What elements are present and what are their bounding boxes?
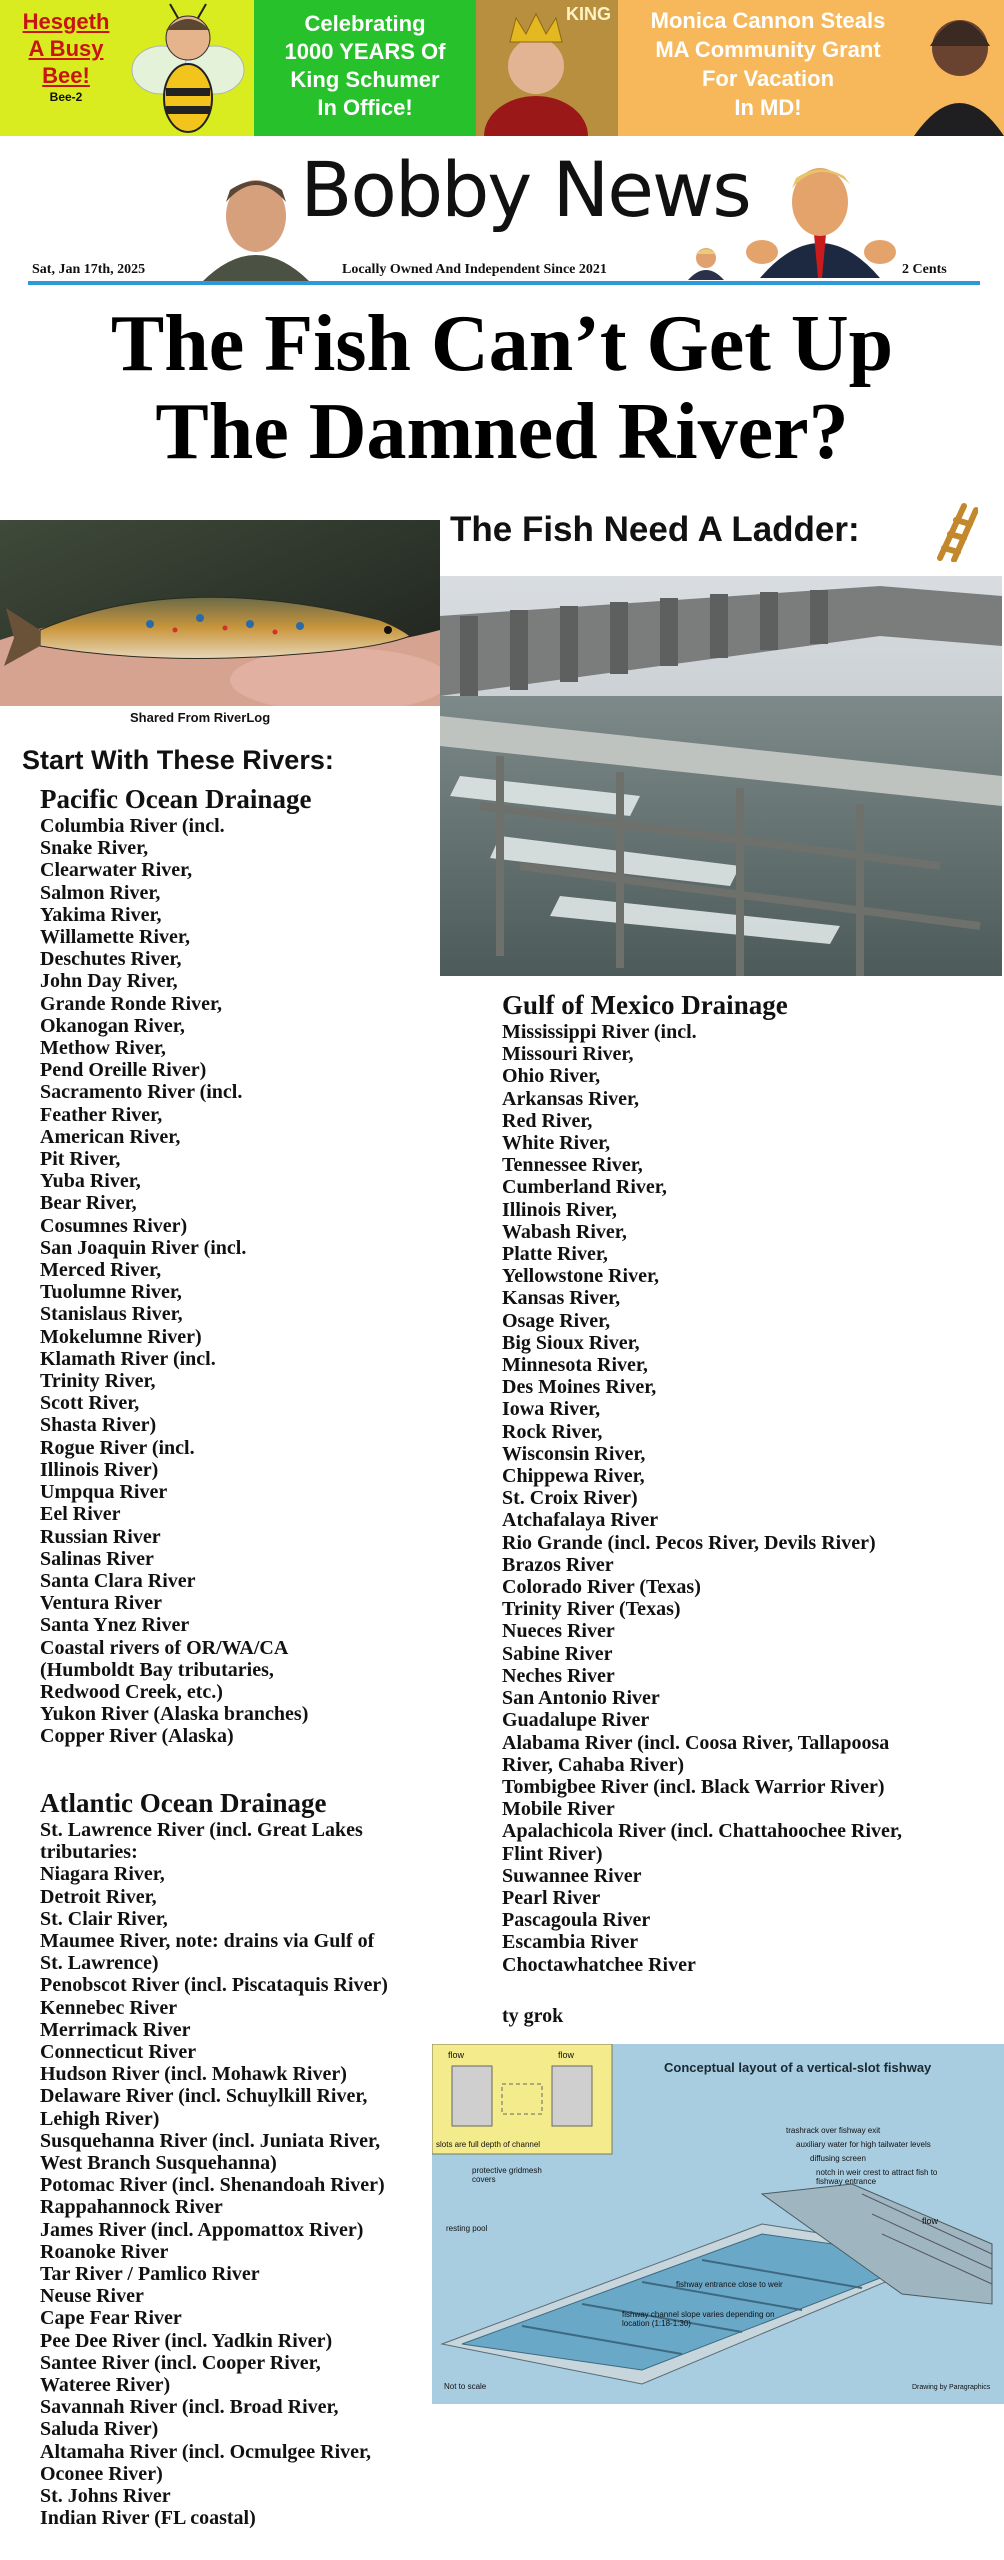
river-item: Platte River, [502,1243,608,1266]
river-item: Choctawhatchee River [502,1953,696,1976]
river-item: Roanoke River [40,2240,169,2263]
river-item: Neches River [502,1664,615,1687]
river-item: Shasta River) [40,1414,157,1437]
river-item: Niagara River, [40,1863,165,1886]
river-item: Eel River [40,1503,121,1526]
issue-date: Sat, Jan 17th, 2025 [32,262,146,277]
river-item: Cosumnes River) [40,1214,188,1237]
label-slope: fishway channel slope varies depending on location (1:18-1:30) [622,2310,775,2328]
atlantic-river-list [40,1819,500,2530]
ad-line: Monica Cannon Steals [650,8,886,33]
fish-ladder-photo [440,576,1002,976]
river-item: Pee Dee River (incl. Yadkin River) [40,2329,333,2352]
king-label: KING [566,4,611,24]
ad-hegseth[interactable] [0,0,254,136]
river-item: Neuse River [40,2285,144,2308]
ladder-icon [922,502,978,562]
river-item: Merrimack River [40,2018,191,2041]
river-item: (Humboldt Bay tributaries, [40,1658,274,1681]
ad-line: Celebrating [304,11,426,36]
issue-price: 2 Cents [902,262,947,277]
pacific-title: Pacific Ocean Drainage [40,784,312,814]
headline [20,300,984,476]
river-item: Russian River [40,1525,161,1548]
river-item: Pend Oreille River) [40,1059,207,1082]
river-item: Detroit River, [40,1885,157,1908]
river-item: Saluda River) [40,2418,159,2441]
river-item: Escambia River [502,1931,639,1954]
ad-line: Bee! [42,63,90,88]
river-item: Des Moines River, [502,1376,657,1399]
portrait-woman-icon [914,0,1004,136]
river-item: Santa Clara River [40,1569,196,1592]
river-item: Red River, [502,1109,593,1132]
river-item: Suwannee River [502,1864,642,1887]
label-trashrack: trashrack over fishway exit [786,2126,881,2135]
ad-line: A Busy [28,36,104,61]
river-item: Redwood Creek, etc.) [40,1680,223,1703]
river-item: Wateree River) [40,2374,171,2397]
label-diffusing: diffusing screen [810,2154,866,2163]
atlantic-section [40,1788,500,2530]
river-item: Penobscot River (incl. Piscataquis River) [40,1974,388,1997]
river-item: Tombigbee River (incl. Black Warrior River) [502,1775,885,1798]
newspaper-title: Bobby News [300,145,750,234]
river-item: Rio Grande (incl. Pecos River, Devils River) [502,1531,876,1554]
photo-credit: Shared From RiverLog [130,710,271,725]
river-item: Pearl River [502,1886,601,1909]
river-item: Yukon River (Alaska branches) [40,1703,309,1726]
river-item: Sacramento River (incl. [40,1081,243,1104]
river-item: tributaries: [40,1841,138,1864]
ad-line: MA Community Grant [655,37,881,62]
label-auxiliary: auxiliary water for high tailwater levels [796,2140,931,2149]
bee-cartoon-icon [122,0,252,136]
river-item: Indian River (FL coastal) [40,2507,256,2530]
river-item: Willamette River, [40,926,190,949]
river-item: Brazos River [502,1553,614,1576]
river-item: Cumberland River, [502,1176,667,1199]
river-item: St. Croix River) [502,1487,638,1510]
river-item: Big Sioux River, [502,1331,640,1354]
pacific-river-list [40,815,460,1748]
ad-king-portrait[interactable] [476,0,618,136]
river-item: Copper River (Alaska) [40,1725,234,1748]
river-item: Apalachicola River (incl. Chattahoochee River, [502,1820,902,1843]
river-item: White River, [502,1132,611,1155]
river-item: Scott River, [40,1392,140,1415]
river-item: Maumee River, note: drains via Gulf of [40,1930,375,1953]
river-item: Chippewa River, [502,1465,645,1488]
river-item: Stanislaus River, [40,1303,183,1326]
river-item: Alabama River (incl. Coosa River, Tallapoosa [502,1731,890,1754]
river-item: Colorado River (Texas) [502,1576,701,1599]
rivers-heading: Start With These Rivers: [22,745,334,775]
river-item: Nueces River [502,1620,615,1643]
pacific-section [40,784,460,1748]
river-item: Rogue River (incl. [40,1436,195,1459]
label-notch: notch in weir crest to attract fish to fishway entrance [816,2168,938,2186]
river-item: American River, [40,1125,181,1148]
ad-monica-cannon[interactable] [618,0,1004,136]
fishway-illustration [432,2044,1004,2404]
masthead-trump-photo [740,148,900,278]
river-item: Lehigh River) [40,2107,160,2130]
river-item: Klamath River (incl. [40,1347,216,1370]
river-item: Sabine River [502,1642,613,1665]
label-covers: protective gridmesh covers [472,2166,542,2184]
river-item: Susquehanna River (incl. Juniata River, [40,2129,381,2152]
river-item: Rappahannock River [40,2196,223,2219]
river-item: Hudson River (incl. Mohawk River) [40,2063,347,2086]
headline-line: The Fish Can’t Get Up [110,300,894,388]
river-item: Salinas River [40,1547,154,1570]
river-item: Delaware River (incl. Schuylkill River, [40,2085,368,2108]
ad-line: Hesgeth [22,9,110,34]
river-item: Altamaha River (incl. Ocmulgee River, [40,2440,372,2463]
river-item: Connecticut River [40,2041,197,2064]
river-item: Illinois River) [40,1458,159,1481]
river-item: Bear River, [40,1192,137,1215]
subhead: The Fish Need A Ladder: [450,510,860,549]
masthead-rule [28,281,980,285]
river-item: Feather River, [40,1103,163,1126]
river-item: Tuolumne River, [40,1281,182,1304]
ad-line: 1000 YEARS Of [284,39,446,64]
label-slots: slots are full depth of channel [436,2140,541,2149]
river-item: San Antonio River [502,1687,660,1710]
river-item: Santa Ynez River [40,1614,190,1637]
river-item: Cape Fear River [40,2307,182,2330]
river-item: West Branch Susquehanna) [40,2152,277,2175]
ad-caption: Bee-2 [49,90,83,104]
river-item: Coastal rivers of OR/WA/CA [40,1636,289,1659]
river-item: Tennessee River, [502,1154,643,1177]
ad-line: For Vacation [701,66,835,91]
river-item: Tar River / Pamlico River [40,2263,260,2286]
river-item: St. Lawrence) [40,1952,159,1975]
ad-line: In Office! [317,95,413,120]
river-item: Mokelumne River) [40,1325,202,1348]
river-item: Clearwater River, [40,859,193,882]
river-item: Iowa River, [502,1398,601,1421]
river-item: Mississippi River (incl. [502,1021,697,1043]
gulf-title: Gulf of Mexico Drainage [502,990,788,1020]
label-flow: flow [558,2050,575,2060]
label-entrance: fishway entrance close to weir [676,2280,783,2289]
river-item: Pascagoula River [502,1909,651,1932]
river-item: Ohio River, [502,1065,601,1088]
river-item: St. Johns River [40,2485,171,2508]
ad-schumer-celebration[interactable] [254,0,476,136]
river-item: Rock River, [502,1420,603,1443]
river-item: Mobile River [502,1798,615,1821]
river-item: Columbia River (incl. [40,815,225,837]
gulf-section [502,990,1002,1976]
river-item: Okanogan River, [40,1014,185,1037]
label-flow: flow [448,2050,465,2060]
river-item: Flint River) [502,1842,603,1865]
river-item: James River (incl. Appomattox River) [40,2218,364,2241]
river-item: Methow River, [40,1037,166,1060]
river-item: Savannah River (incl. Broad River, [40,2396,339,2419]
river-item: Salmon River, [40,881,161,904]
river-item: Trinity River (Texas) [502,1598,681,1621]
river-item: San Joaquin River (incl. [40,1236,247,1259]
headline-line: The Damned River? [155,388,849,476]
label-drawing-credit: Drawing by Paragraphics [912,2384,991,2391]
label-scale: Not to scale [444,2382,487,2391]
label-resting-pool: resting pool [446,2224,488,2233]
river-item: Wabash River, [502,1220,627,1243]
river-item: River, Cahaba River) [502,1753,685,1776]
river-item: Grande Ronde River, [40,992,223,1015]
gulf-river-list [502,1021,1002,1976]
diagram-title: Conceptual layout of a vertical-slot fishway [664,2060,932,2075]
ad-line: In MD! [734,95,802,120]
river-item: Oconee River) [40,2462,163,2485]
river-item: Merced River, [40,1259,162,1282]
river-item: Osage River, [502,1309,611,1332]
river-item: Snake River, [40,837,149,860]
river-item: Illinois River, [502,1198,617,1221]
trout-photo [0,520,440,706]
river-item: Ventura River [40,1592,163,1615]
river-item: Pit River, [40,1148,121,1171]
river-item: Santee River (incl. Cooper River, [40,2351,321,2374]
river-item: Umpqua River [40,1481,168,1504]
ad-banner [0,0,1004,136]
masthead-tagline: Locally Owned And Independent Since 2021 [342,262,607,277]
river-item: Yuba River, [40,1170,141,1193]
river-item: Deschutes River, [40,948,182,971]
river-item: St. Clair River, [40,1907,168,1930]
river-item: Trinity River, [40,1370,156,1393]
river-item: Kansas River, [502,1287,621,1310]
masthead-small-figure [684,240,728,280]
label-flow: flow [922,2216,939,2226]
signoff: ty grok [502,2005,564,2027]
river-item: Minnesota River, [502,1354,648,1377]
river-item: Kennebec River [40,1996,178,2019]
river-item: John Day River, [40,970,178,993]
river-item: Guadalupe River [502,1709,650,1732]
river-item: Yellowstone River, [502,1265,660,1288]
atlantic-title: Atlantic Ocean Drainage [40,1788,327,1818]
river-item: Wisconsin River, [502,1442,646,1465]
river-item: Arkansas River, [502,1087,640,1110]
river-item: Missouri River, [502,1043,634,1066]
ad-line: King Schumer [290,67,440,92]
river-item: Yakima River, [40,903,162,926]
river-item: St. Lawrence River (incl. Great Lakes [40,1819,363,1841]
river-item: Potomac River (incl. Shenandoah River) [40,2174,385,2197]
fishway-diagram [432,2044,1004,2404]
river-item: Atchafalaya River [502,1509,659,1532]
